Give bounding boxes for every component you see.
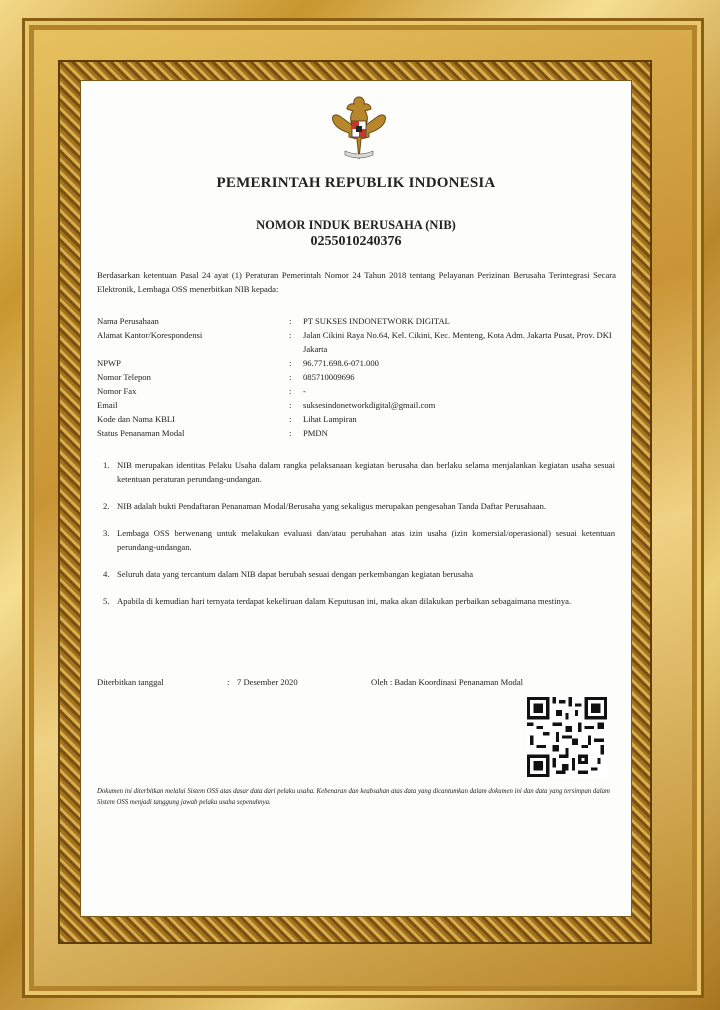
field-row-fax <box>97 384 616 398</box>
provision-number: 1. <box>103 460 110 470</box>
field-colon: : <box>289 358 292 368</box>
field-value: Jalan Cikini Raya No.64, Kel. Cikini, Kec. Menteng, Kota Adm. Jakarta Pusat, Prov. DKI Jakarta <box>303 330 612 354</box>
field-value: Lihat Lampiran <box>303 414 357 424</box>
field-row-investment-status <box>97 426 616 440</box>
field-value: suksesindonetworkdigital@gmail.com <box>303 400 436 410</box>
provision-text: Apabila di kemudian hari ternyata terdapat kekeliruan dalam Keputusan ini, maka akan dilakukan perbaikan sebagaimana mestinya. <box>117 596 572 606</box>
field-label: Nomor Telepon <box>97 372 151 382</box>
field-value: PMDN <box>303 428 328 438</box>
field-row-company-name <box>97 314 616 328</box>
field-row-kbli <box>97 412 616 426</box>
field-row-address <box>97 328 616 356</box>
provision-number: 2. <box>103 501 110 511</box>
field-label: Alamat Kantor/Korespondensi <box>97 330 203 340</box>
field-row-phone <box>97 370 616 384</box>
field-label: Nomor Fax <box>97 386 137 396</box>
field-colon: : <box>289 386 292 396</box>
field-colon: : <box>289 316 292 326</box>
issued-label: Diterbitkan tanggal <box>97 677 164 687</box>
field-label: NPWP <box>97 358 121 368</box>
field-row-email <box>97 398 616 412</box>
field-value: PT SUKSES INDONETWORK DIGITAL <box>303 316 450 326</box>
nib-certificate <box>80 80 632 917</box>
provision-number: 4. <box>103 569 110 579</box>
field-colon: : <box>289 372 292 382</box>
field-label: Email <box>97 400 118 410</box>
field-value: - <box>303 386 306 396</box>
field-label: Nama Perusahaan <box>97 316 159 326</box>
provision-text: NIB adalah bukti Pendaftaran Penanaman Modal/Berusaha yang sekaligus merupakan pengesahan Tanda Daftar Perusahaan. <box>117 501 547 511</box>
issue-info <box>97 675 616 689</box>
government-title: PEMERINTAH REPUBLIK INDONESIA <box>216 175 496 191</box>
issued-colon: : <box>227 677 230 687</box>
provision-text: Lembaga OSS berwenang untuk melakukan evaluasi dan/atau perubahan atas izin usaha (izin komersial/operasional) sesuai ketentuan perundang-undangan. <box>117 528 615 552</box>
field-label: Kode dan Nama KBLI <box>97 414 176 424</box>
provisions-list <box>103 458 615 621</box>
provision-number: 5. <box>103 596 110 606</box>
nib-number: 0255010240376 <box>310 234 402 249</box>
provision-item <box>103 499 615 513</box>
nib-title: NOMOR INDUK BERUSAHA (NIB) <box>256 218 456 232</box>
issued-by: Oleh : Badan Koordinasi Penanaman Modal <box>371 677 524 687</box>
field-colon: : <box>289 400 292 410</box>
provision-item <box>103 594 615 608</box>
provision-text: Seluruh data yang tercantum dalam NIB dapat berubah sesuai dengan perkembangan kegiatan berusaha <box>117 569 474 579</box>
field-value: 96.771.698.6-071.000 <box>303 358 379 368</box>
field-row-npwp <box>97 356 616 370</box>
provision-number: 3. <box>103 528 110 538</box>
provision-item <box>103 526 615 554</box>
garuda-emblem-icon <box>327 93 391 165</box>
field-label: Status Penanaman Modal <box>97 428 185 438</box>
issued-date: 7 Desember 2020 <box>237 677 298 687</box>
intro-paragraph: Berdasarkan ketentuan Pasal 24 ayat (1) Peraturan Pemerintah Nomor 24 Tahun 2018 tentang Pelayanan Perizinan Berusaha Terintegrasi Secara Elektronik, Lembaga OSS menerbitkan NIB kepada: <box>97 270 616 294</box>
field-colon: : <box>289 414 292 424</box>
field-value: 085710009696 <box>303 372 355 382</box>
field-colon: : <box>289 428 292 438</box>
provision-text: NIB merupakan identitas Pelaku Usaha dalam rangka pelaksanaan kegiatan berusaha dan berlaku selama menjalankan kegiatan usaha sesuai ketentuan peraturan perundang-undangan. <box>117 460 615 484</box>
disclaimer-footer: Dokumen ini diterbitkan melalui Sistem OSS atas dasar data dari pelaku usaha. Kebenaran dan keabsahan atas data yang dicantumkan dalam dokumen ini dan data yang tersimpan dalam Sistem OSS menjadi tanggung jawab pelaku usaha sepenuhnya. <box>97 788 610 806</box>
field-colon: : <box>289 330 292 340</box>
provision-item <box>103 567 615 581</box>
provision-item <box>103 458 615 486</box>
company-details <box>97 314 616 440</box>
qr-code-icon <box>527 697 607 777</box>
